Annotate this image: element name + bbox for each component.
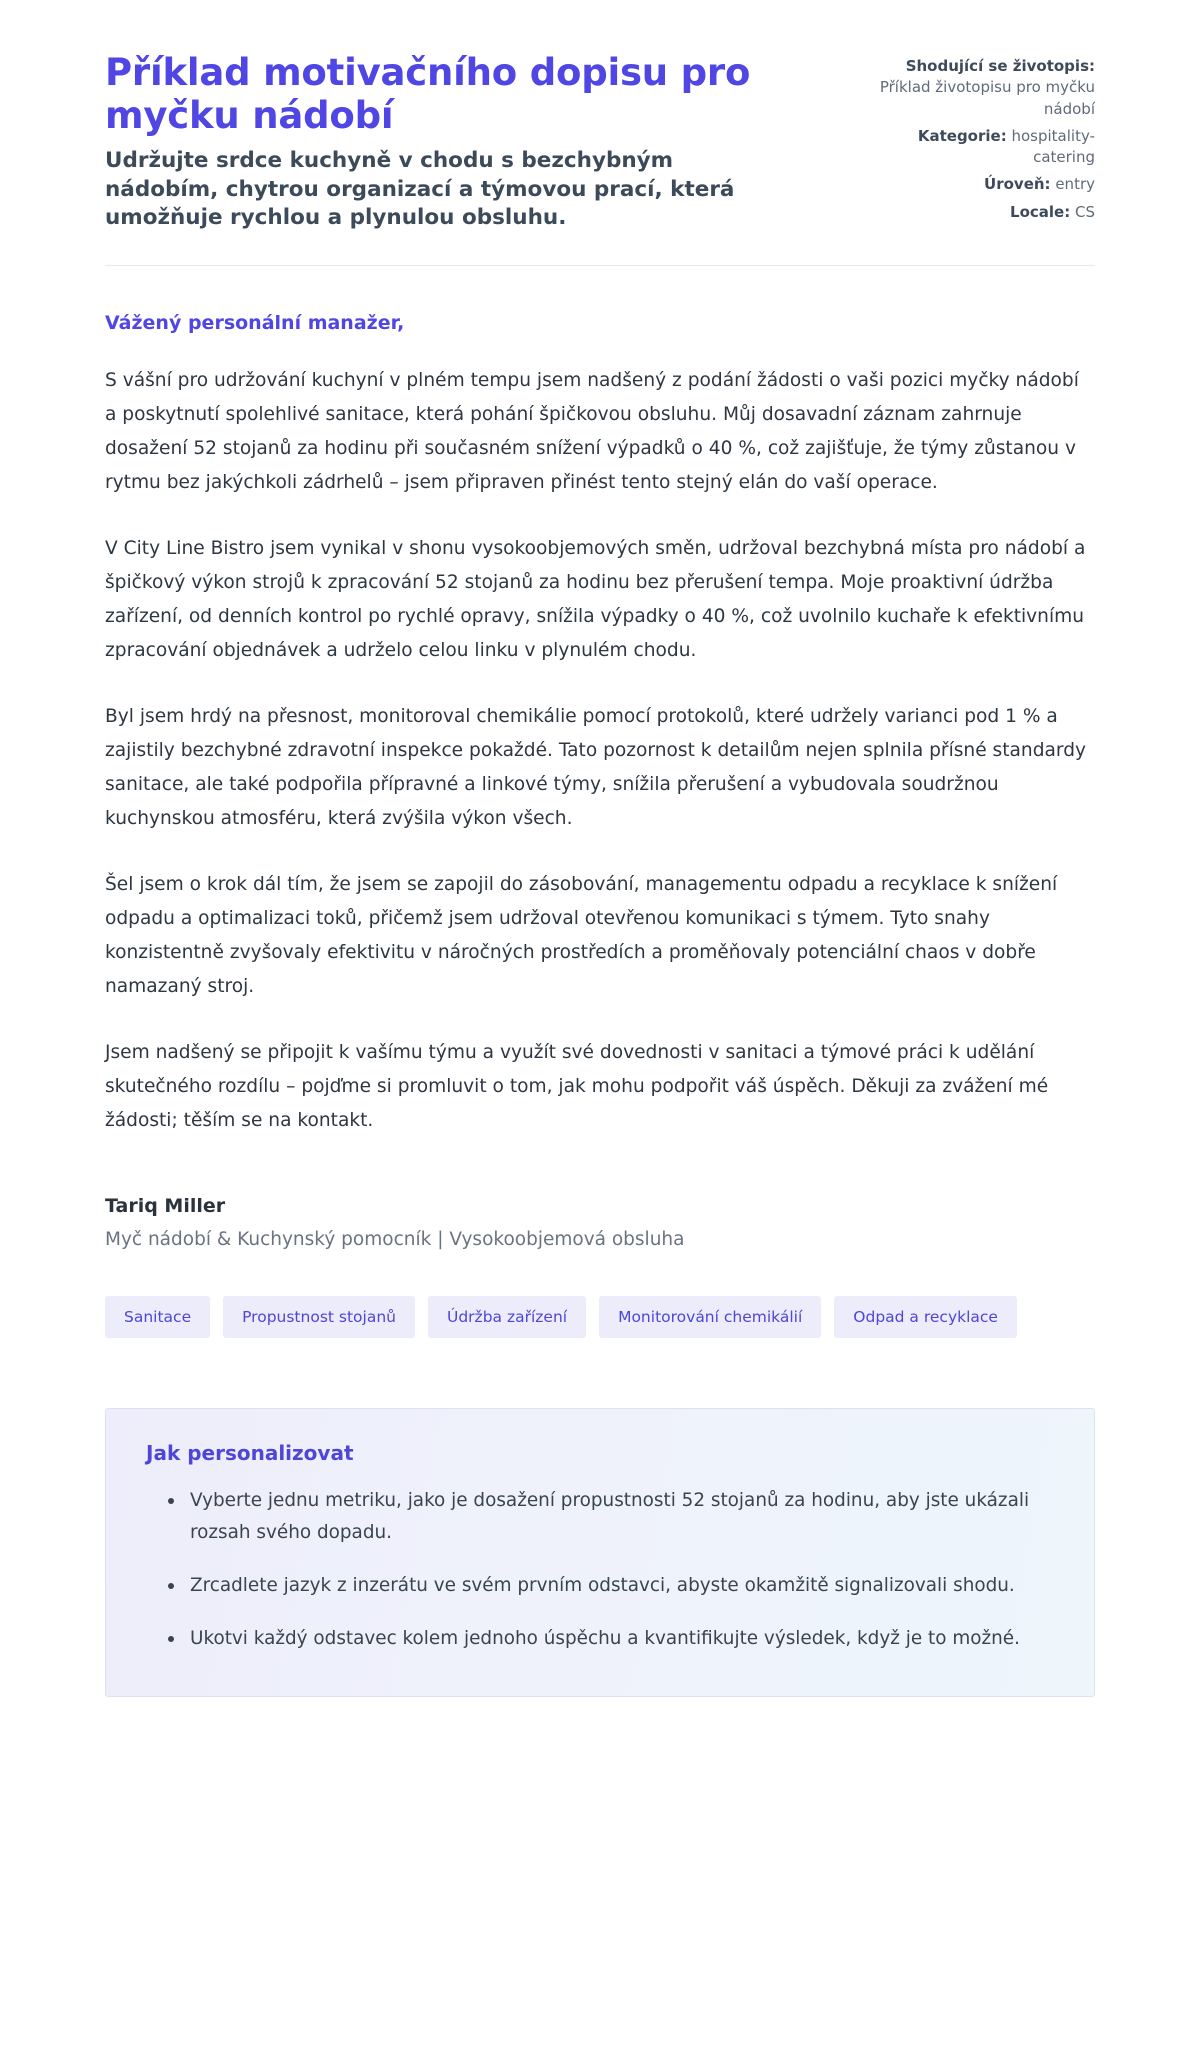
letter-paragraph: V City Line Bistro jsem vynikal v shonu vysokoobjemových směn, udržoval bezchybná místa pro nádobí a špičkový výkon strojů k zpracování 52 stojanů za hodinu bez přerušení tempa. Moje proaktivní údržba zařízení, od denních kontrol po rychlé opravy, snížila výpadky o 40 %, což uvolnilo kuchaře k efektivnímu zpracování objednávek a udrželo celou linku v plynulém chodu. bbox=[105, 538, 1086, 662]
callout-tip-item: Vyberte jednu metriku, jako je dosažení propustnosti 52 stojanů za hodinu, aby jste ukázali rozsah svého dopadu. bbox=[168, 1485, 1054, 1551]
skill-tag[interactable]: Propustnost stojanů bbox=[223, 1296, 415, 1338]
meta-label-category: Kategorie: bbox=[917, 126, 1007, 145]
skill-tag[interactable]: Odpad a recyklace bbox=[834, 1296, 1017, 1338]
skill-tag[interactable]: Sanitace bbox=[105, 1296, 210, 1338]
document-header bbox=[105, 52, 1095, 233]
meta-value-matching-resume: Příklad životopisu pro myčku nádobí bbox=[879, 78, 1095, 118]
callout-tip-list bbox=[146, 1485, 1054, 1656]
meta-locale bbox=[873, 202, 1095, 223]
callout-title: Jak personalizovat bbox=[146, 1440, 354, 1465]
meta-value-locale: CS bbox=[1075, 202, 1095, 221]
meta-value-category: hospitality-catering bbox=[1011, 126, 1095, 167]
header-title-block bbox=[105, 52, 765, 233]
signature-name: Tariq Miller bbox=[105, 1194, 226, 1217]
meta-label-matching-resume: Shodující se životopis: bbox=[905, 57, 1095, 75]
letter-paragraph: Šel jsem o krok dál tím, že jsem se zapojil do zásobování, managementu odpadu a recyklace k snížení odpadu a optimalizaci toků, přičemž jsem udržoval otevřenou komunikaci s týmem. Tyto snahy konzistentně zvyšovaly efektivitu v náročných prostředích a proměňovaly potenciální chaos v dobře namazaný stroj. bbox=[105, 874, 1058, 998]
meta-label-level: Úroveň: bbox=[984, 175, 1051, 194]
signature-role: Myč nádobí & Kuchynský pomocník | Vysokoobjemová obsluha bbox=[105, 1228, 685, 1250]
skill-tag-list bbox=[105, 1296, 1095, 1338]
meta-value-level: entry bbox=[1055, 175, 1095, 194]
letter-paragraph: S vášní pro udržování kuchyní v plném tempu jsem nadšený z podání žádosti o vaši pozici myčky nádobí a poskytnutí spolehlivé sanitace, která pohání špičkovou obsluhu. Můj dosavadní záznam zahrnuje dosažení 52 stojanů za hodinu při současném snížení výpadků o 40 %, což zajišťuje, že týmy zůstanou v rytmu bez jakýchkoli zádrhelů – jsem připraven přinést tento stejný elán do vaší operace. bbox=[105, 370, 1079, 494]
meta-level bbox=[873, 174, 1095, 195]
page-title: Příklad motivačního dopisu pro myčku nádobí bbox=[105, 51, 751, 137]
meta-matching-resume bbox=[873, 56, 1095, 120]
letter-salutation: Vážený personální manažer, bbox=[105, 312, 405, 335]
callout-tip-item: Zrcadlete jazyk z inzerátu ve svém prvním odstavci, abyste okamžitě signalizovali shodu. bbox=[168, 1570, 1054, 1603]
signature-block bbox=[105, 1195, 1095, 1250]
letter-body bbox=[105, 266, 1095, 1696]
skill-tag[interactable]: Monitorování chemikálií bbox=[599, 1296, 821, 1338]
callout-tip-item: Ukotvi každý odstavec kolem jednoho úspěchu a kvantifikujte výsledek, když je to možné. bbox=[168, 1623, 1054, 1656]
letter-paragraph: Byl jsem hrdý na přesnost, monitoroval chemikálie pomocí protokolů, které udržely varianci pod 1 % a zajistily bezchybné zdravotní inspekce pokaždé. Tato pozornost k detailům nejen splnila přísné standardy sanitace, ale také podpořila přípravné a linkové týmy, snížila přerušení a vybudovala soudržnou kuchynskou atmosféru, která zvýšila výkon všech. bbox=[105, 706, 1087, 830]
personalization-callout bbox=[105, 1408, 1095, 1697]
page-subtitle: Udržujte srdce kuchyně v chodu s bezchybným nádobím, chytrou organizací a týmovou prací, která umožňuje rychlou a plynulou obsluhu. bbox=[105, 147, 735, 231]
skill-tag[interactable]: Údržba zařízení bbox=[428, 1296, 586, 1338]
meta-category bbox=[873, 126, 1095, 169]
letter-paragraph: Jsem nadšený se připojit k vašímu týmu a využít své dovednosti v sanitaci a týmové práci k udělání skutečného rozdílu – pojďme si promluvit o tom, jak mohu podpořit váš úspěch. Děkuji za zvážení mé žádosti; těším se na kontakt. bbox=[105, 1042, 1049, 1132]
meta-label-locale: Locale: bbox=[1010, 202, 1071, 221]
document-metadata bbox=[873, 52, 1095, 223]
